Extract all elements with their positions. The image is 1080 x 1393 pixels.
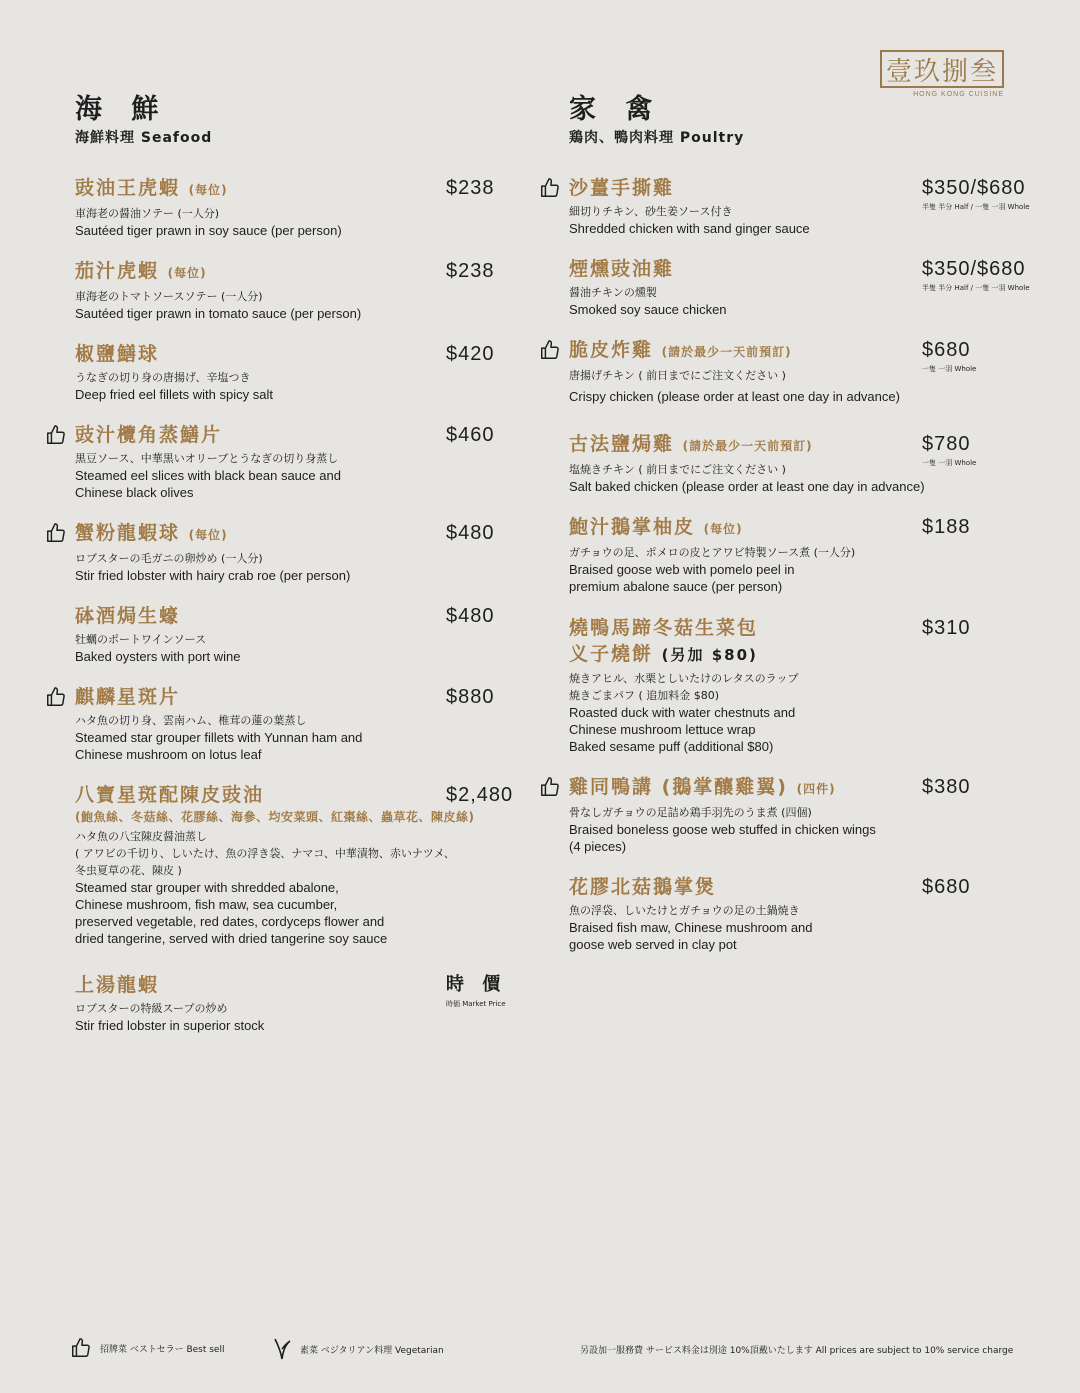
- item-name: 蟹粉龍蝦球 (每位): [75, 522, 228, 544]
- item-en: Smoked soy sauce chicken: [569, 302, 727, 317]
- menu-item: [569, 337, 1039, 405]
- item-jp: ハタ魚の切り身、雲南ハム、椎茸の蓮の葉蒸し: [75, 714, 307, 727]
- menu-item: [75, 422, 515, 501]
- item-jp: 醤油チキンの燻製: [569, 286, 657, 299]
- menu-item: [75, 603, 515, 665]
- item-price: $480: [446, 605, 495, 627]
- item-en: Braised boneless goose web stuffed in chicken wings (4 pieces): [569, 822, 876, 854]
- item-jp: うなぎの切り身の唐揚げ、辛塩つき: [75, 371, 251, 384]
- item-name: 沙薑手撕雞: [569, 177, 675, 199]
- menu-item: [569, 175, 1039, 237]
- leaf-icon: [272, 1337, 292, 1361]
- item-note: (鮑魚絲、冬菇絲、花膠絲、海參、均安菜頭、紅棗絲、蟲草花、陳皮絲): [75, 810, 475, 824]
- menu-item-roast-duck-wrap: [569, 615, 1039, 755]
- thumbs-up-icon: [45, 686, 67, 708]
- item-price-unit: 半隻 半分 Half / 一隻 一羽 Whole: [922, 284, 1030, 292]
- item-price: $680: [922, 876, 971, 898]
- item-en: Braised fish maw, Chinese mushroom and goose web served in clay pot: [569, 920, 813, 952]
- item-price: $350/$680: [922, 258, 1026, 280]
- item-note: (每位): [703, 522, 743, 536]
- item-price-unit: 半隻 半分 Half / 一隻 一羽 Whole: [922, 203, 1030, 211]
- item-price: $2,480: [446, 784, 514, 806]
- seafood-section: [75, 92, 515, 1034]
- item-en: Sautéed tiger prawn in tomato sauce (per person): [75, 306, 362, 321]
- item-name: 豉油王虎蝦 (每位): [75, 177, 228, 199]
- item-en: Stir fried lobster in superior stock: [75, 1018, 265, 1033]
- item-price: $480: [446, 522, 495, 544]
- item-jp: 塩焼きチキン ( 前日までにご注文ください ): [569, 463, 786, 476]
- thumbs-up-icon: [45, 522, 67, 544]
- item-jp: ロブスターの特級スープの炒め: [75, 1002, 228, 1015]
- menu-item: [75, 175, 515, 239]
- seafood-title: 海 鮮: [75, 94, 169, 125]
- seafood-list: [75, 175, 515, 763]
- item-en: Shredded chicken with sand ginger sauce: [569, 221, 810, 236]
- item-price: $350/$680: [922, 177, 1026, 199]
- logo-mark: 壹玖捌叁: [880, 50, 1004, 88]
- item-jp: ガチョウの足、ポメロの皮とアワビ特製ソース煮 (一人分): [569, 546, 856, 559]
- item-name: 燒鴨馬蹄冬菇生菜包: [569, 617, 759, 639]
- poultry-subtitle: 鶏肉、鴨肉料理 Poultry: [569, 130, 745, 146]
- item-note: (請於最少一天前預訂): [682, 439, 813, 453]
- item-name: 古法鹽焗雞 (請於最少一天前預訂): [569, 433, 813, 455]
- item-name: 八寶星斑配陳皮豉油: [75, 784, 265, 806]
- menu-item-eight-treasure-grouper: [75, 782, 515, 947]
- item-price: $460: [446, 424, 495, 446]
- item-jp: 牡蠣のポートワインソース: [75, 633, 207, 646]
- item-name: 茄汁虎蝦 (每位): [75, 260, 207, 282]
- item-name: 豉汁欖角蒸鱔片: [75, 424, 223, 446]
- item-en: Sautéed tiger prawn in soy sauce (per person): [75, 223, 342, 238]
- item-en: Deep fried eel fillets with spicy salt: [75, 387, 273, 402]
- item-price: $680: [922, 339, 971, 361]
- thumbs-up-icon: [70, 1337, 92, 1359]
- menu-item: [569, 256, 1039, 318]
- item-price: $420: [446, 343, 495, 365]
- service-charge-note: 另設加一服務費 サービス料金は別途 10%頂戴いたします All prices are subject to 10% service charge: [580, 1346, 1014, 1356]
- item-note: (每位): [167, 266, 207, 280]
- menu-item: [75, 341, 515, 403]
- item-name: 脆皮炸雞 (請於最少一天前預訂): [569, 339, 792, 361]
- item-price-unit: 時価 Market Price: [446, 1000, 506, 1008]
- item-note: (請於最少一天前預訂): [661, 345, 792, 359]
- item-en: Baked oysters with port wine: [75, 649, 241, 664]
- item-name: 砵酒焗生蠔: [75, 605, 181, 627]
- item-en: Steamed star grouper fillets with Yunnan ham and Chinese mushroom on lotus leaf: [75, 730, 363, 762]
- item-jp: 骨なしガチョウの足詰め鶏手羽先のうま煮 (四個): [569, 806, 812, 819]
- item-price: $380: [922, 776, 971, 798]
- item-name: 雞同鴨講 (鵝掌釀雞翼) (四件): [569, 776, 836, 798]
- thumbs-up-icon: [539, 776, 561, 798]
- item-price: $780: [922, 433, 971, 455]
- item-name-line2: 义子燒餅 (另加 $80): [569, 643, 758, 665]
- thumbs-up-icon: [539, 339, 561, 361]
- poultry-list: [569, 175, 1039, 595]
- item-en: Crispy chicken (please order at least one day in advance): [569, 389, 900, 404]
- item-name: 椒鹽鱔球: [75, 343, 160, 365]
- item-en: Stir fried lobster with hairy crab roe (per person): [75, 568, 351, 583]
- item-name: 上湯龍蝦: [75, 974, 160, 996]
- item-price: 時 價: [446, 974, 507, 995]
- poultry-section: [569, 92, 1039, 953]
- item-en: Braised goose web with pomelo peel in premium abalone sauce (per person): [569, 562, 795, 594]
- menu-item: [569, 874, 1039, 953]
- item-name: 煙燻豉油雞: [569, 258, 675, 280]
- item-price-unit: 一隻 一羽 Whole: [922, 365, 977, 373]
- item-jp: 車海老のトマトソースソテー (一人分): [75, 290, 263, 303]
- item-en: Steamed star grouper with shredded abalone, Chinese mushroom, fish maw, sea cucumber, preserved vegetable, red dates, cordyceps flower and dried tangerine, served with dried tangerine soy sauce: [75, 880, 388, 946]
- menu-item: [569, 774, 1039, 855]
- menu-item: [75, 258, 515, 322]
- item-jp: 唐揚げチキン ( 前日までにご注文ください ): [569, 369, 786, 382]
- restaurant-logo: [880, 50, 1010, 98]
- poultry-list-2: [569, 774, 1039, 953]
- item-note: (每位): [188, 183, 228, 197]
- legend-best-sell: 招牌菜 ベストセラー Best sell: [70, 1337, 224, 1359]
- item-en: Roasted duck with water chestnuts and Chinese mushroom lettuce wrap Baked sesame puff (additional $80): [569, 705, 796, 754]
- item-note: (四件): [796, 782, 836, 796]
- thumbs-up-icon: [539, 177, 561, 199]
- item-price: $310: [922, 617, 971, 639]
- menu-item: [569, 514, 1039, 595]
- item-jp: 魚の浮袋、しいたけとガチョウの足の土鍋焼き: [569, 904, 800, 917]
- menu-item: [75, 520, 515, 584]
- legend-vegetarian: 素菜 ベジタリアン料理 Vegetarian: [272, 1337, 444, 1361]
- item-price-unit: 一隻 一羽 Whole: [922, 459, 977, 467]
- item-price: $880: [446, 686, 495, 708]
- menu-item: [75, 684, 515, 763]
- item-jp: ロブスターの毛ガニの卵炒め (一人分): [75, 552, 263, 565]
- item-jp: 黒豆ソース、中華黒いオリーブとうなぎの切り身蒸し: [75, 452, 339, 465]
- item-name: 麒麟星斑片: [75, 686, 181, 708]
- logo-subtitle: HONG KONG CUISINE: [913, 91, 1004, 98]
- seafood-subtitle: 海鮮料理 Seafood: [75, 130, 213, 146]
- item-en: Salt baked chicken (please order at least one day in advance): [569, 479, 925, 494]
- item-en: Steamed eel slices with black bean sauce and Chinese black olives: [75, 468, 341, 500]
- item-jp: ハタ魚の八宝陳皮醤油蒸し ( アワビの千切り、しいたけ、魚の浮き袋、ナマコ、中華漬物、赤いナツメ、 冬虫夏草の花、陳皮 ): [75, 830, 455, 877]
- item-jp: 車海老の醤油ソテー (一人分): [75, 207, 220, 220]
- item-name: 鮑汁鵝掌柚皮 (每位): [569, 516, 743, 538]
- item-name: 花膠北菇鵝掌煲: [569, 876, 717, 898]
- poultry-title: 家 禽: [569, 94, 663, 125]
- thumbs-up-icon: [45, 424, 67, 446]
- item-price: $238: [446, 177, 495, 199]
- item-note: (每位): [188, 528, 228, 542]
- menu-item: [569, 431, 1039, 495]
- item-jp: 焼きアヒル、水栗としいたけのレタスのラップ 焼きごまパフ ( 追加料金 $80): [569, 672, 799, 702]
- item-price: $188: [922, 516, 971, 538]
- menu-item-superior-lobster: [75, 972, 515, 1034]
- item-price: $238: [446, 260, 495, 282]
- item-jp: 細切りチキン、砂生姜ソース付き: [569, 205, 733, 218]
